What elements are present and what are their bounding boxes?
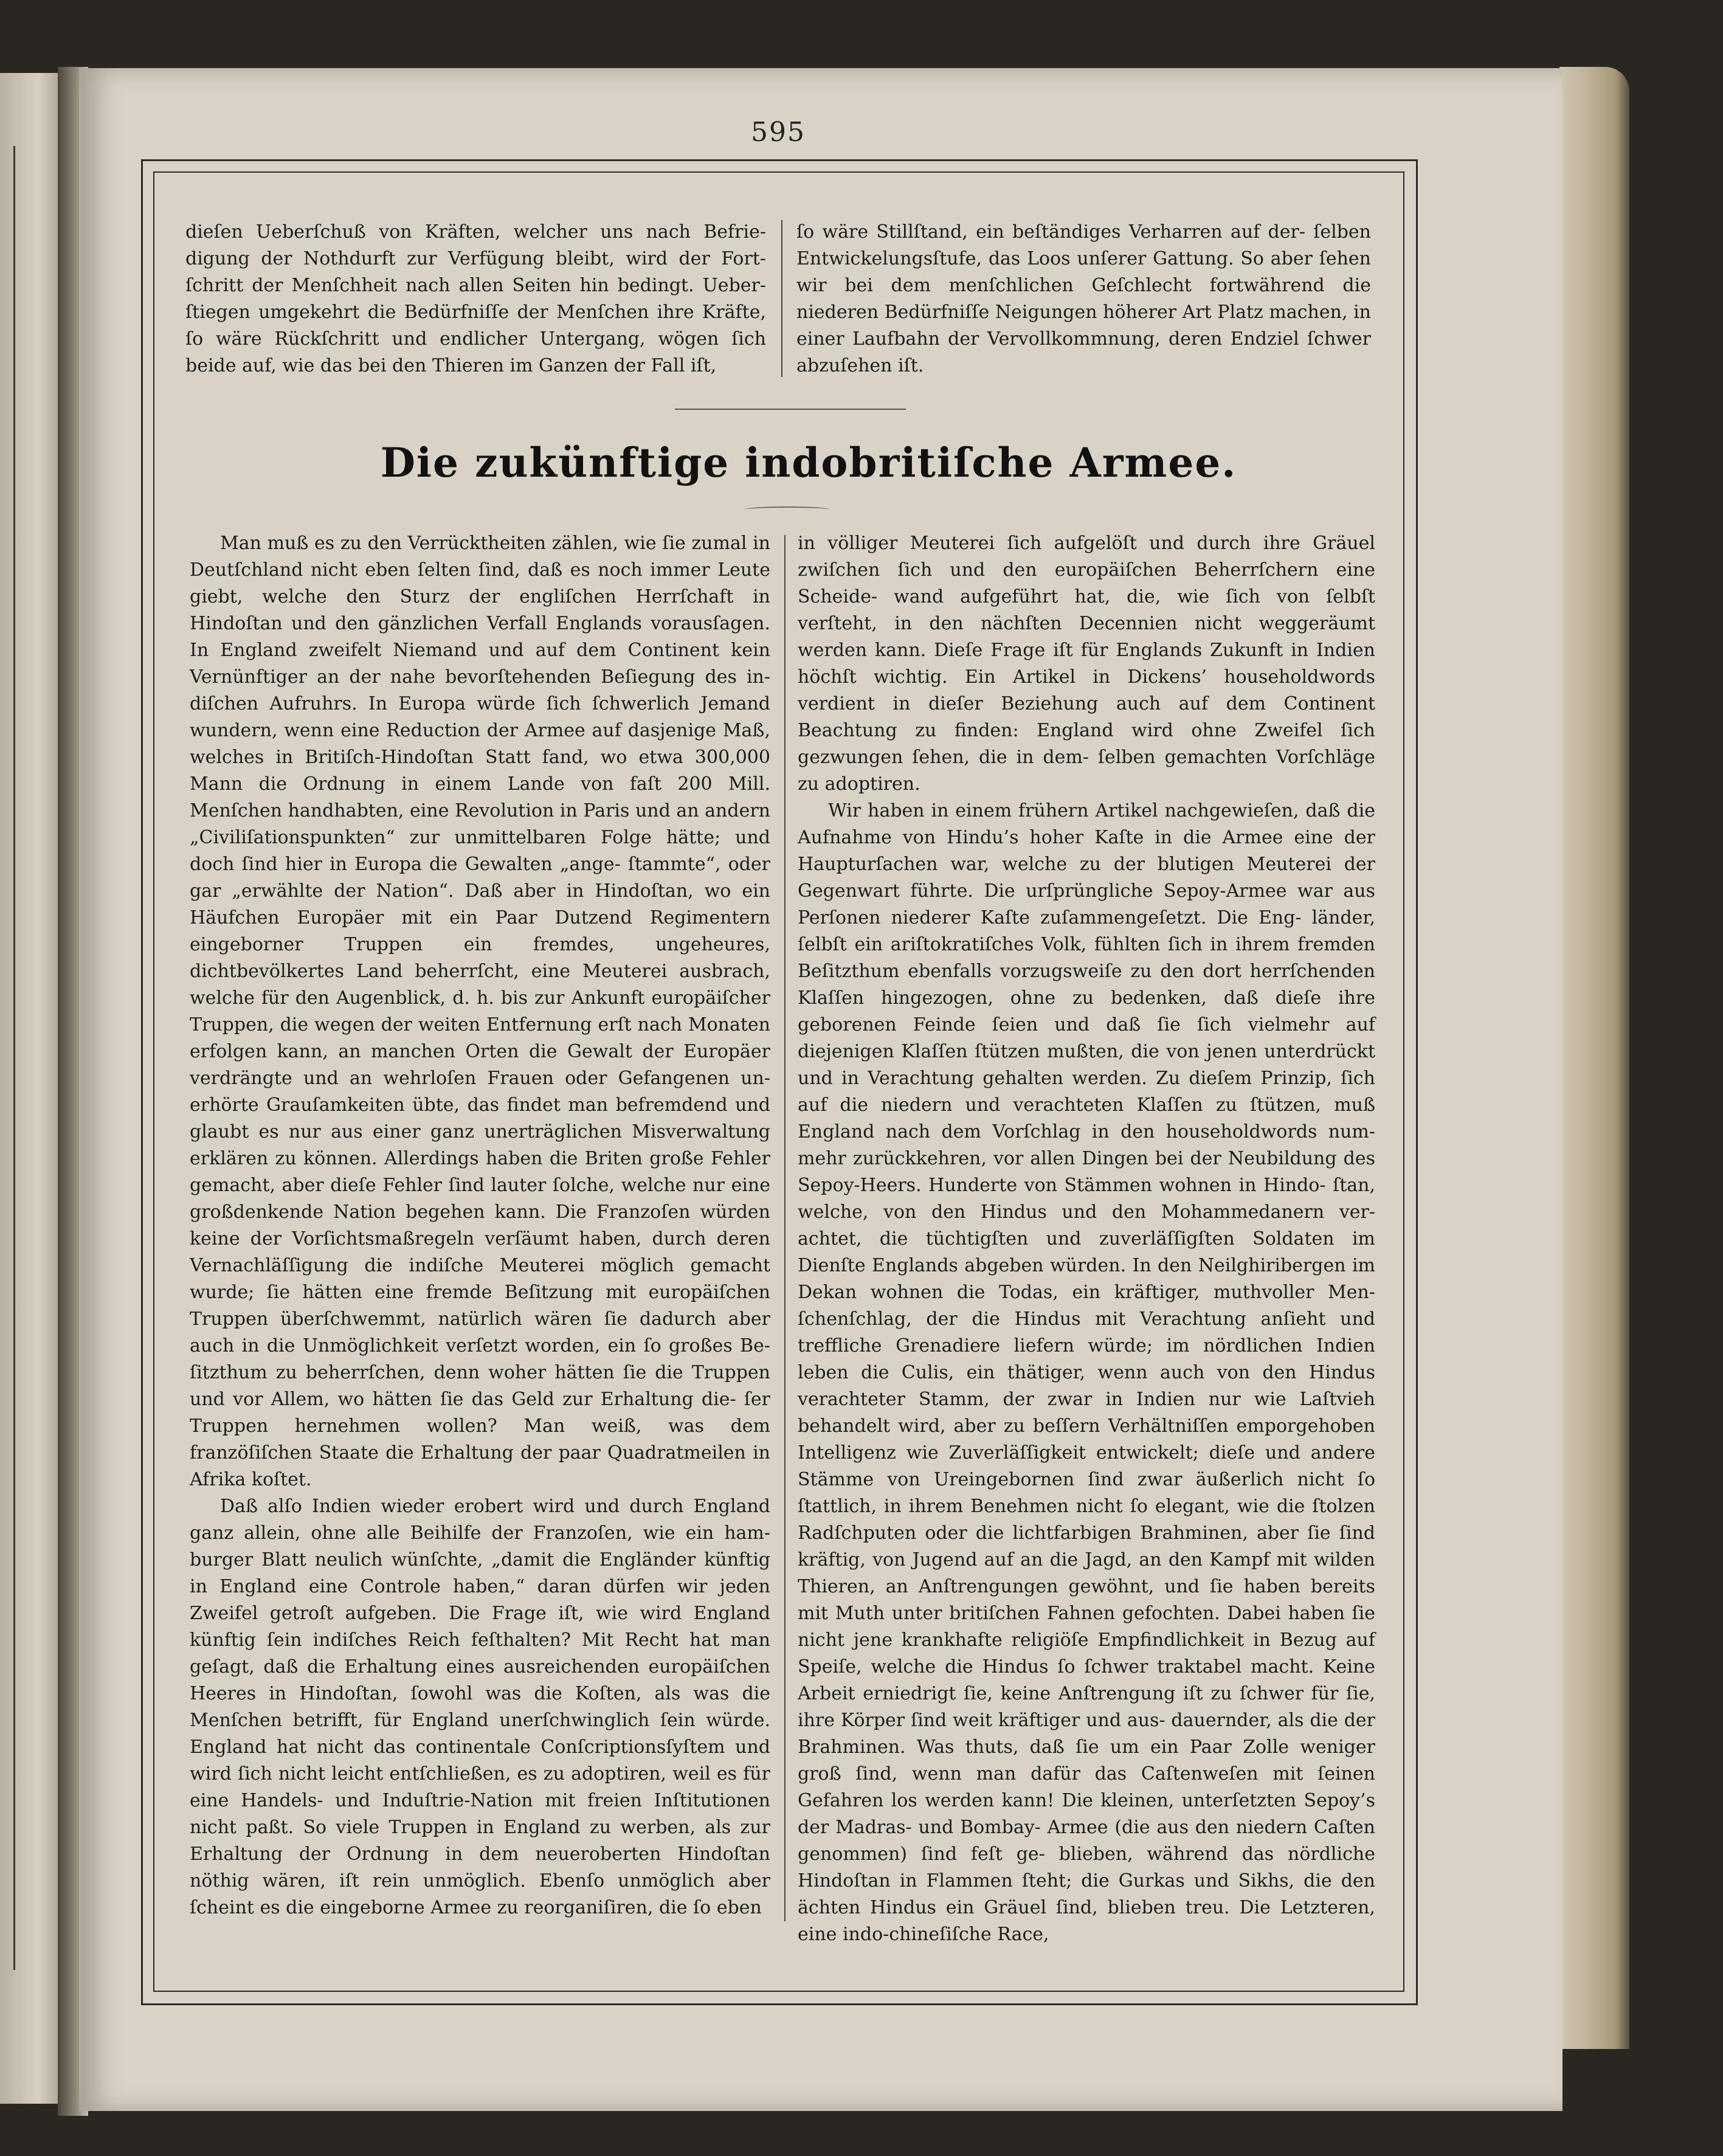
page-stack-edge bbox=[1559, 67, 1629, 2049]
article-left-column bbox=[190, 530, 770, 1921]
section-divider bbox=[675, 409, 906, 410]
page-number: 595 bbox=[751, 117, 806, 148]
top-right-text: ſo wäre Stillſtand, ein beſtändiges Verharren auf der- ſelben Entwickelungsſtufe, das Loos unſerer Gattung. So aber ſehen wir bei dem menſchlichen Geſchlecht fortwährend die niederen Bedürfniſſe Neigungen höherer Art Platz machen, in einer Laufbahn der Vervollkommnung, deren Endziel ſchwer abzuſehen iſt. bbox=[796, 221, 1371, 376]
article-right-column bbox=[798, 530, 1375, 1948]
top-column-separator bbox=[781, 220, 782, 377]
article-paragraph: Wir haben in einem frühern Artikel nachgewieſen, daß die Aufnahme von Hindu’s hoher Kaſte in die Armee eine der Haupturſachen war, welche zu der blutigen Meuterei der Gegenwart führte. Die urſprüngliche Sepoy-Armee war aus Perſonen niederer Kaſte zuſammengeſetzt. Die Eng- länder, ſelbſt ein ariſtokratiſches Volk, fühlten ſich in ihrem fremden Beſitzthum ebenfalls vorzugsweiſe zu den dort herrſchenden Klaſſen hingezogen, ohne zu bedenken, daß dieſe ihre geborenen Feinde ſeien und daß ſie ſich vielmehr auf diejenigen Klaſſen ſtützen mußten, die von jenen unterdrückt und in Verachtung gehalten werden. Zu dieſem Prinzip, ſich auf die niedern und verachteten Klaſſen zu ſtützen, muß England nach dem Vorſchlag in den householdwords num- mehr zurückkehren, vor allen Dingen bei der Neubildung des Sepoy-Heers. Hunderte von Stämmen wohnen in Hindo- ſtan, welche, von den Hindus und den Mohammedanern ver- achtet, die tüchtigſten und zuverläſſigſten Soldaten im Dienſte Englands abgeben würden. In den Neilghiribergen im Dekan wohnen die Todas, ein kräftiger, muthvoller Men- ſchenſchlag, der die Hindus mit Verachtung anſieht und treffliche Grenadiere liefern würde; im nördlichen Indien leben die Culis, ein thätiger, wenn auch von den Hindus verachteter Stamm, der zwar in Indien nur wie Laſtvieh behandelt wird, aber zu beſſern Verhältniſſen emporgehoben Intelligenz wie Zuverläſſigkeit entwickelt; dieſe und andere Stämme von Ureingebornen ſind zwar äußerlich nicht ſo ſtattlich, in ihrem Benehmen nicht ſo elegant, wie die ſtolzen Radſchputen oder die lichtfarbigen Brahminen, aber ſie ſind kräftig, von Jugend auf an die Jagd, an den Kampf mit wilden Thieren, an Anſtrengungen gewöhnt, und ſie haben bereits mit Muth unter britiſchen Fahnen gefochten. Dabei haben ſie nicht jene krankhafte religiöſe Empfindlichkeit in Bezug auf Speiſe, welche die Hindus ſo ſchwer traktabel macht. Keine Arbeit erniedrigt ſie, keine Anſtrengung iſt zu ſchwer für ſie, ihre Körper ſind weit kräftiger und aus- dauernder, als die der Brahminen. Was thuts, daß ſie um ein Paar Zolle weniger groß ſind, wenn man dafür das Caſtenweſen mit ſeinen Gefahren los werden kann! Die kleinen, unterſetzten Sepoy’s der Madras- und Bombay- Armee (die aus den niedern Caſten genommen) ſind feſt ge- blieben, während das nördliche Hindoſtan in Flammen ſteht; die Gurkas und Sikhs, die den ächten Hindus ein Gräuel ſind, blieben treu. Die Letzteren, eine indo-chineſiſche Race, bbox=[798, 800, 1375, 1945]
top-left-column bbox=[185, 219, 766, 379]
article-paragraph: in völliger Meuterei ſich aufgelöſt und durch ihre Gräuel zwiſchen ſich und den europäiſchen Beherrſchern eine Scheide- wand aufgeführt hat, die, wie ſich von ſelbſt verſteht, in den nächſten Decennien nicht weggeräumt werden kann. Dieſe Frage iſt für Englands Zukunft in Indien höchſt wichtig. Ein Artikel in Dickens’ householdwords verdient in dieſer Beziehung auch auf dem Continent Beachtung zu finden: England wird ohne Zweifel ſich gezwungen ſehen, die in dem- ſelben gemachten Vorſchläge zu adoptiren. bbox=[798, 533, 1375, 795]
top-left-text: dieſen Ueberſchuß von Kräften, welcher uns nach Befrie- digung der Nothdurft zur Verfügung bleibt, wird der Fort- ſchritt der Menſchheit nach allen Seiten hin bedingt. Ueber- ſtiegen umgekehrt die Bedürfniſſe der Menſchen ihre Kräfte, ſo wäre Rückſchritt und endlicher Untergang, wögen ſich beide auf, wie das bei den Thieren im Ganzen der Fall iſt, bbox=[185, 221, 766, 376]
article-paragraph: Daß alſo Indien wieder erobert wird und durch England ganz allein, ohne alle Beihilfe der Franzoſen, wie ein ham- burger Blatt neulich wünſchte, „damit die Engländer künftig in England eine Controle haben,“ daran dürfen wir jeden Zweifel getroſt aufgeben. Die Frage iſt, wie wird England künftig ſein indiſches Reich feſthalten? Mit Recht hat man geſagt, daß die Erhaltung eines ausreichenden europäiſchen Heeres in Hindoſtan, ſowohl was die Koſten, als was die Menſchen betrifft, für England unerſchwinglich ſein würde. England hat nicht das continentale Conſcriptionsſyſtem und wird ſich nicht leicht entſchließen, es zu adoptiren, weil es für eine Handels- und Induſtrie-Nation mit freien Inſtitutionen nicht paßt. So viele Truppen in England zu werben, als zur Erhaltung der Ordnung in dem neueroberten Hindoſtan nöthig wären, iſt rein unmöglich. Ebenſo unmöglich aber ſcheint es die eingeborne Armee zu reorganiſiren, die ſo eben bbox=[190, 1496, 770, 1918]
article-column-separator bbox=[784, 535, 786, 1921]
article-title: Die zukünftige indobritiſche Armee. bbox=[380, 439, 1237, 486]
title-ornament bbox=[745, 506, 830, 513]
top-right-column bbox=[796, 219, 1371, 379]
article-paragraph: Man muß es zu den Verrücktheiten zählen, wie ſie zumal in Deutſchland nicht eben ſelten ſind, daß es noch immer Leute giebt, welche den Sturz der engliſchen Herrſchaft in Hindoſtan und den gänzlichen Verfall Englands vorausſagen. In England zweifelt Niemand und auf dem Continent kein Vernünftiger an der nahe bevorſtehenden Beſiegung des in- diſchen Aufruhrs. In Europa würde ſich ſchwerlich Jemand wundern, wenn eine Reduction der Armee auf dasjenige Maß, welches in Britiſch-Hindoſtan Statt fand, wo etwa 300,000 Mann die Ordnung in einem Lande von faſt 200 Mill. Menſchen handhabten, eine Revolution in Paris und an andern „Civiliſationspunkten“ zur unmittelbaren Folge hätte; und doch ſind hier in Europa die Gewalten „ange- ſtammte“, oder gar „erwählte der Nation“. Daß aber in Hindoſtan, wo ein Häufchen Europäer mit ein Paar Dutzend Regimentern eingeborner Truppen ein fremdes, ungeheures, dichtbevölkertes Land beherrſcht, eine Meuterei ausbrach, welche für den Augenblick, d. h. bis zur Ankunft europäiſcher Truppen, die wegen der weiten Entfernung erſt nach Monaten erfolgen kann, an manchen Orten die Gewalt der Europäer verdrängte und an wehrloſen Frauen oder Gefangenen un- erhörte Grauſamkeiten übte, das findet man befremdend und glaubt es nur aus einer ganz unerträglichen Misverwaltung erklären zu können. Allerdings haben die Briten große Fehler gemacht, aber dieſe Fehler ſind lauter ſolche, welche nur eine großdenkende Nation begehen kann. Die Franzoſen würden keine der Vorſichtsmaßregeln verſäumt haben, durch deren Vernachläſſigung die indiſche Meuterei möglich gemacht wurde; ſie hätten eine fremde Beſitzung mit europäiſchen Truppen überſchwemmt, natürlich wären ſie dadurch aber auch in die Unmöglichkeit verſetzt worden, ein ſo großes Be- ſitzthum zu beherrſchen, denn woher hätten ſie die Truppen und vor Allem, wo hätten ſie das Geld zur Erhaltung die- ſer Truppen hernehmen wollen? Man weiß, was dem franzöſiſchen Staate die Erhaltung der paar Quadratmeilen in Afrika koſtet. bbox=[190, 533, 770, 1490]
left-page-rule bbox=[13, 146, 15, 1970]
